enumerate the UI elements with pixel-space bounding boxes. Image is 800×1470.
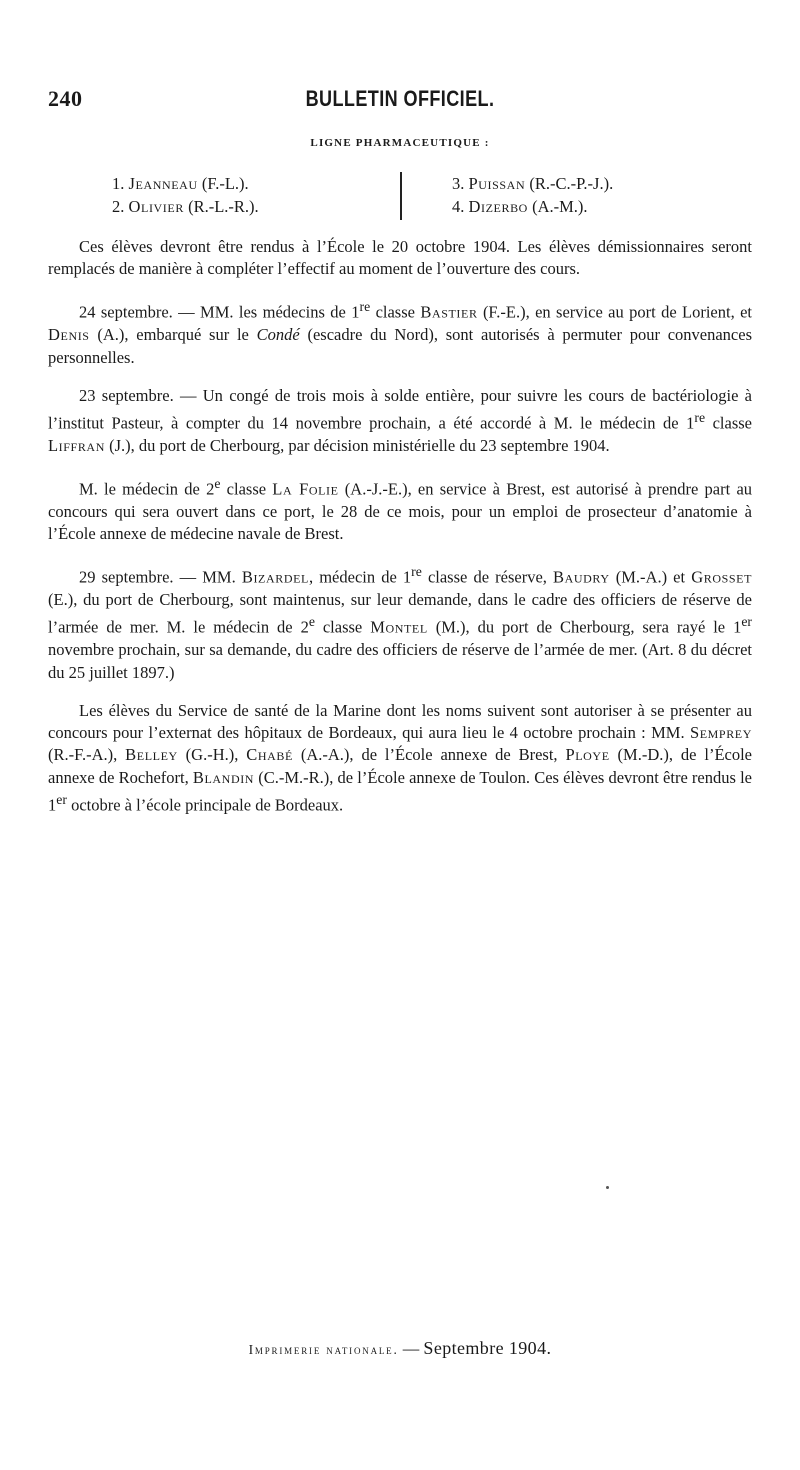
person-name: La Folie [272,479,339,499]
printer-imprint: Imprimerie nationale. — Septembre 1904. [248,1338,552,1358]
person-name: Denis [48,325,90,345]
person-name: Blandin [192,767,255,787]
paragraph: Les élèves du Service de santé de la Marine dont les noms suivent sont autoriser à se présenter au concours pour l’externat des hôpitaux de Bordeaux, qui aura lieu le 4 octobre prochain : MM. Semprey (R.-F.-A.), Belley (G.-H.), Chabé (A.-A.), de l’École annexe de Brest, Ploye (M.-D.), de l’École annexe de Rochefort, Blandin (C.-M.-R.), de l’École annexe de Toulon. Ces élèves devront être rendus le 1er octobre à l’école principale de Bordeaux. [48,700,752,815]
person-name: Chabé [246,745,293,765]
ranking-list-left [112,172,259,218]
person-name: Ploye [565,745,610,765]
imprint-label: Imprimerie nationale. [248,1342,399,1357]
person-name: Grosset [691,567,752,587]
ranking-list-right [452,172,613,218]
student-name: Olivier [128,197,184,216]
ship-name: Condé [256,325,300,345]
running-head: BULLETIN OFFICIEL. [305,86,495,111]
person-name: Bizardel [241,567,309,587]
paragraph: 29 septembre. — MM. Bizardel, médecin de 1re classe de réserve, Baudry (M.-A.) et Grosset (E.), du port de Cherbourg, sont maintenus, sur leur demande, dans le cadre des officiers de réserve de l’armée de mer. M. le médecin de 2e classe Montel (M.), du port de Cherbourg, sera rayé le 1er novembre prochain, sur sa demande, du cadre des officiers de réserve de l’armée de mer. (Art. 8 du décret du 25 juillet 1897.) [48,563,752,682]
person-name: Montel [370,617,428,637]
student-name: Jeanneau [128,174,198,193]
list-item: 1. Jeanneau (F.-L.). [112,174,249,193]
student-name: Dizerbo [468,197,528,216]
list-item: 4. Dizerbo (A.-M.). [452,197,588,216]
list-item: 3. Puissan (R.-C.-P.-J.). [452,174,614,193]
paragraph: 23 septembre. — Un congé de trois mois à solde entière, pour suivre les cours de bactériologie à l’institut Pasteur, à compter du 14 novembre prochain, a été accordé à M. le médecin de 1re classe Liffran (J.), du port de Cherbourg, par décision ministérielle du 23 septembre 1904. [48,385,752,455]
student-name: Puissan [468,174,526,193]
person-name: Belley [125,745,178,765]
section-title: LIGNE PHARMACEUTIQUE : [310,137,490,149]
imprint-date: Septembre 1904. [423,1338,552,1358]
list-item: 2. Olivier (R.-L.-R.). [112,197,259,216]
person-name: Baudry [553,567,610,587]
page-number: 240 [48,86,83,111]
person-name: Semprey [689,722,752,742]
paragraph: 24 septembre. — MM. les médecins de 1re classe Bastier (F.-E.), en service au port de Lorient, et Denis (A.), embarqué sur le Condé (escadre du Nord), sont autorisés à permuter pour convenances personnelles. [48,299,753,367]
person-name: Liffran [48,435,105,455]
paragraph: M. le médecin de 2e classe La Folie (A.-J.-E.), en service à Brest, est autorisé à prendre part au concours qui sera ouvert dans ce port, le 28 de ce mois, pour un emploi de prosecteur d’anatomie à l’École annexe de médecine navale de Brest. [48,475,753,544]
paragraph: Ces élèves devront être rendus à l’École le 20 octobre 1904. Les élèves démissionnaires seront remplacés de manière à compléter l’effectif au moment de l’ouverture des cours. [48,237,752,279]
print-speck [606,1186,609,1189]
body-text [48,236,752,833]
person-name: Bastier [420,302,478,322]
column-divider [400,172,402,220]
